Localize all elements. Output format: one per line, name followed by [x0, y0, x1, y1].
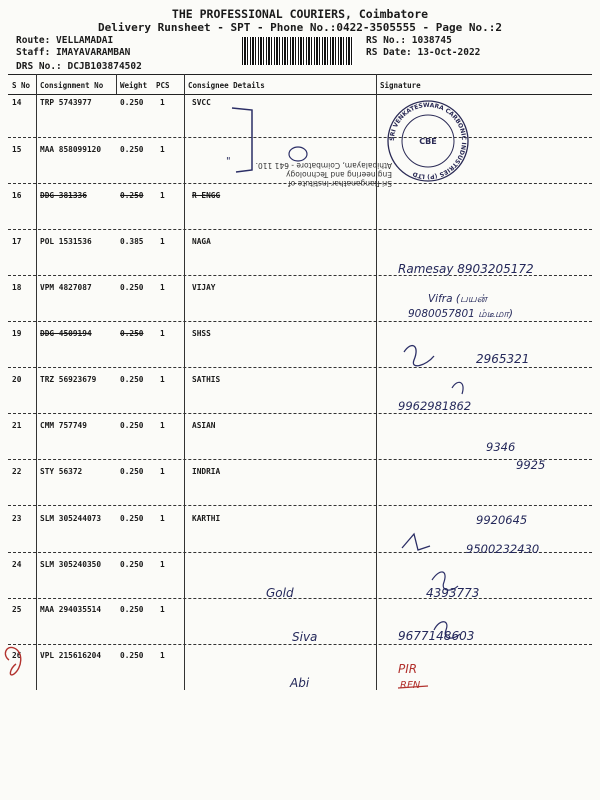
ditto-mark: " [226, 156, 231, 167]
row-pcs: 1 [160, 651, 165, 660]
row-weight: 0.250 [120, 560, 144, 569]
row-consignee: R ENGG [192, 191, 221, 200]
row-weight: 0.250 [120, 514, 144, 523]
row-consignee: SATHIS [192, 375, 221, 384]
row-consignment: DDG 4509194 [40, 329, 92, 338]
row-sno: 16 [12, 191, 22, 200]
row-consignment: MAA 858099120 [40, 145, 102, 154]
row-sno: 22 [12, 467, 22, 476]
row-consignment: POL 1531536 [40, 237, 92, 246]
receiver-name-25: Siva [292, 630, 318, 644]
row-weight: 0.250 [120, 467, 144, 476]
bracket-mark [232, 108, 252, 172]
row-pcs: 1 [160, 145, 165, 154]
row-sno: 14 [12, 98, 22, 107]
row-consignment: SLM 305244073 [40, 514, 102, 523]
company-seal [386, 99, 470, 183]
row-pcs: 1 [160, 467, 165, 476]
col-header-sno: S No [12, 81, 31, 90]
signature-row-22: 9920645 [476, 513, 528, 527]
row-sno: 23 [12, 514, 22, 523]
row-pcs: 1 [160, 605, 165, 614]
row-consignee: ASIAN [192, 421, 216, 430]
row-pcs: 1 [160, 375, 165, 384]
signature-row-17: Ramesay 8903205172 [398, 262, 534, 276]
row-sno: 20 [12, 375, 22, 384]
staff-label: Staff: IMAYAVARAMBAN [16, 47, 131, 58]
row-consignee: NAGA [192, 237, 211, 246]
signature-scribble [402, 534, 430, 550]
signature-scribble [452, 382, 463, 394]
signature-scribble [404, 346, 434, 366]
pr-mark: PIR [398, 662, 418, 676]
row-consignment: STY 56372 [40, 467, 83, 476]
row-consignment: SLM 305240350 [40, 560, 102, 569]
scribble-mark [289, 147, 307, 161]
row-consignment: VPM 4827087 [40, 283, 92, 292]
row-consignee: KARTHI [192, 514, 221, 523]
receiver-name-24: Gold [266, 586, 294, 600]
row-pcs: 1 [160, 98, 165, 107]
rfn-mark: RFN [400, 680, 421, 691]
row-consignment: TRZ 56923679 [40, 375, 97, 384]
col-header-signature: Signature [380, 81, 421, 90]
row-consignment: DDG 381336 [40, 191, 87, 200]
circle-mark [5, 647, 20, 674]
col-header-weight: Weight [120, 81, 148, 90]
col-header-consignment: Consignment No [40, 81, 104, 90]
rs-date: RS Date: 13-Oct-2022 [366, 47, 481, 58]
col-header-consignee: Consignee Details [188, 81, 265, 90]
row-sno: 19 [12, 329, 22, 338]
row-weight: 0.250 [120, 651, 144, 660]
row-sno: 26 [12, 651, 22, 660]
signature-row-18-phone: 9080057801 ம்டீமா) [408, 308, 513, 320]
row-sno: 17 [12, 237, 22, 246]
address-line: Athipalayam, Coimbatore - 641 110. [255, 161, 392, 170]
address-stamp [256, 161, 392, 188]
seal-center-text: CBE [419, 137, 437, 146]
signature-row-19: 2965321 [476, 352, 530, 366]
row-consignee: INDRIA [192, 467, 221, 476]
row-sno: 21 [12, 421, 22, 430]
signature-row-21-b: 9925 [516, 458, 546, 472]
address-line: Sri Ranganathar Institute of [288, 179, 392, 188]
row-consignment: MAA 294035514 [40, 605, 102, 614]
company-title: THE PROFESSIONAL COURIERS, Coimbatore [171, 7, 429, 21]
runsheet-subtitle: Delivery Runsheet - SPT - Phone No.:0422-3505555 - Page No.:2 [98, 21, 502, 34]
row-sno: 25 [12, 605, 22, 614]
address-line: Engineering and Technology [286, 170, 392, 179]
row-pcs: 1 [160, 514, 165, 523]
row-sno: 18 [12, 283, 22, 292]
signature-row-20: 9962981862 [398, 399, 472, 413]
signature-row-21-a: 9346 [486, 440, 516, 454]
signature-row-23: 9500232430 [466, 542, 540, 556]
row-pcs: 1 [160, 421, 165, 430]
drs-number: DRS No.: DCJB103874502 [16, 61, 142, 72]
row-weight: 0.250 [120, 145, 144, 154]
row-pcs: 1 [160, 329, 165, 338]
row-weight: 0.385 [120, 237, 144, 246]
row-consignee: SHSS [192, 329, 211, 338]
row-pcs: 1 [160, 283, 165, 292]
row-sno: 24 [12, 560, 22, 569]
row-weight: 0.250 [120, 191, 144, 200]
rs-number: RS No.: 1038745 [366, 35, 452, 46]
signature-row-18-name: Vifra (பயன் [428, 293, 487, 305]
row-consignee: SVCC [192, 98, 211, 107]
col-header-pcs: PCS [156, 81, 170, 90]
route-label: Route: VELLAMADAI [16, 35, 114, 46]
signature-row-24: 4393773 [426, 586, 480, 600]
seal-ring-text: SRI VENKATESWARA CARBONIC INDUSTRIES (P) LTD [388, 101, 468, 181]
row-weight: 0.250 [120, 283, 144, 292]
row-pcs: 1 [160, 237, 165, 246]
row-weight: 0.250 [120, 605, 144, 614]
row-consignment: CMM 757749 [40, 421, 87, 430]
receiver-name-26: Abi [290, 676, 310, 690]
row-consignment: VPL 215616204 [40, 651, 102, 660]
row-sno: 15 [12, 145, 22, 154]
row-weight: 0.250 [120, 375, 144, 384]
row-weight: 0.250 [120, 98, 144, 107]
row-weight: 0.250 [120, 329, 144, 338]
row-pcs: 1 [160, 560, 165, 569]
row-consignee: VIJAY [192, 283, 216, 292]
row-consignment: TRP 5743977 [40, 98, 92, 107]
signature-row-25: 9677148603 [398, 629, 475, 643]
row-weight: 0.250 [120, 421, 144, 430]
row-pcs: 1 [160, 191, 165, 200]
